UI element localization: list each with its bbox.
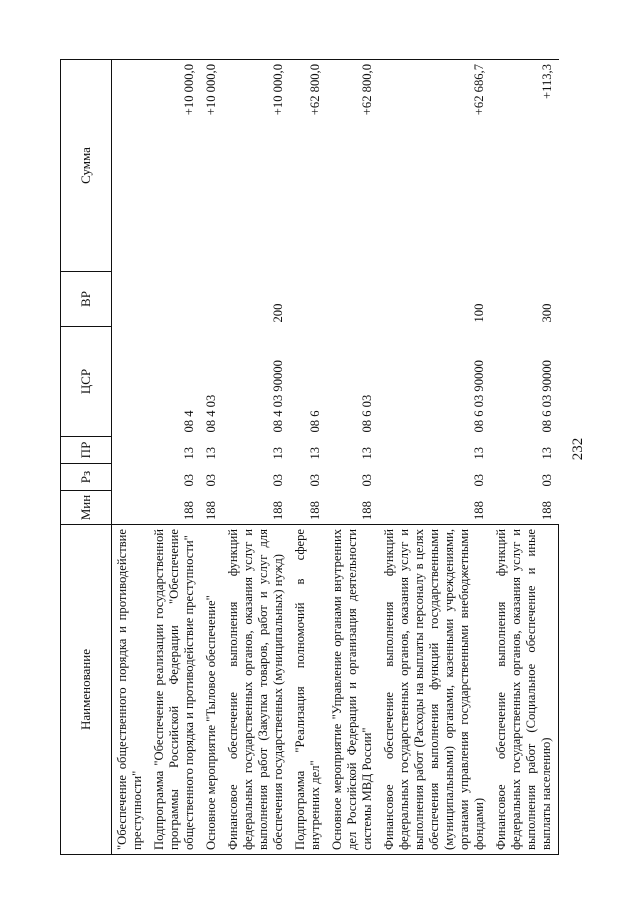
- row-name: Подпрограмма "Обеспечение реализации государственной программы Российской Федерации "Обеспечение общественного порядка и противодействие преступности": [149, 525, 201, 855]
- row-name: Финансовое обеспечение выполнения функций федеральных государственных органов, оказания услуг и выполнения работ (Социальное обеспечение и иные выплаты населению): [491, 525, 559, 855]
- budget-table: [60, 59, 559, 855]
- row-sum: +62 800,0: [290, 60, 327, 272]
- row-rz: 03: [539, 473, 554, 487]
- header-pr: ПР: [61, 437, 112, 464]
- row-csr: 08 4 03 90000: [271, 360, 285, 433]
- row-rz: 03: [182, 473, 196, 487]
- row-csr: 08 4 03: [204, 394, 218, 433]
- header-csr: ЦСР: [61, 327, 112, 437]
- row-name: Основное мероприятие "Управление органами внутренних дел Российской Федерации и организация деятельности системы МВД России": [327, 525, 379, 855]
- rotated-page-content: [60, 60, 554, 855]
- row-vr: [112, 272, 150, 327]
- row-sum: +10 000,0: [149, 60, 201, 272]
- row-min: 188: [308, 501, 322, 520]
- header-rz: Рз: [61, 464, 112, 491]
- row-sum: +10 000,0: [201, 60, 223, 272]
- row-vr: 200: [271, 303, 285, 323]
- row-sum: +62 800,0: [327, 60, 379, 272]
- row-vr: [290, 272, 327, 327]
- row-min: 188: [472, 501, 486, 520]
- table-row: [491, 60, 559, 855]
- row-name: Финансовое обеспечение выполнения функций федеральных государственных органов, оказания услуг и выполнения работ (Закупка товаров, работ и услуг для обеспечения государственных (муниципальных) нужд): [223, 525, 290, 855]
- row-sum: +62 686,7: [379, 60, 491, 272]
- row-pr: 13: [308, 446, 322, 460]
- table-row: [379, 60, 491, 855]
- table-header-row: [61, 60, 112, 855]
- row-rz: 03: [308, 473, 322, 487]
- row-pr: 13: [271, 446, 285, 460]
- table-row: [223, 60, 290, 855]
- row-pr: 13: [360, 446, 374, 460]
- table-row: [290, 60, 327, 855]
- row-csr: 08 6: [308, 410, 322, 433]
- row-pr: 13: [182, 446, 196, 460]
- row-pr: [112, 437, 150, 464]
- row-vr: [149, 272, 201, 327]
- row-vr: 300: [539, 303, 554, 323]
- row-sum: +10 000,0: [223, 60, 290, 272]
- row-csr: 08 6 03 90000: [472, 360, 486, 433]
- row-sum: +113,3: [491, 60, 559, 272]
- row-pr: 13: [204, 446, 218, 460]
- row-csr: [112, 327, 150, 437]
- row-rz: 03: [360, 473, 374, 487]
- row-vr: [327, 272, 379, 327]
- row-name: Финансовое обеспечение выполнения функций федеральных государственных органов, оказания услуг и выполнения работ (Расходы на выплаты персоналу в целях обеспечения выполнения функций государственными (муниципальными) органами, казенными учреждениями, органами управления государственными внебюджетными фондами): [379, 525, 491, 855]
- row-name: "Обеспечение общественного порядка и противодействие преступности": [112, 525, 150, 855]
- row-csr: 08 6 03 90000: [539, 360, 554, 433]
- row-rz: 03: [204, 473, 218, 487]
- row-min: 188: [204, 501, 218, 520]
- header-name: Наименование: [61, 525, 112, 855]
- row-rz: 03: [271, 473, 285, 487]
- table-row: [201, 60, 223, 855]
- page-number: 232: [570, 437, 586, 461]
- row-pr: 13: [539, 446, 554, 460]
- row-csr: 08 6 03: [360, 394, 374, 433]
- row-min: 188: [271, 501, 285, 520]
- row-pr: 13: [472, 446, 486, 460]
- row-rz: 03: [472, 473, 486, 487]
- header-vr: ВР: [61, 272, 112, 327]
- row-rz: [112, 464, 150, 491]
- row-vr: [201, 272, 223, 327]
- row-min: 188: [539, 501, 554, 520]
- row-min: 188: [360, 501, 374, 520]
- header-sum: Сумма: [61, 60, 112, 272]
- row-min: [112, 491, 150, 525]
- header-min: Мин: [61, 491, 112, 525]
- table-row: [112, 60, 150, 855]
- row-sum: [112, 60, 150, 272]
- table-row: [327, 60, 379, 855]
- table-row: [149, 60, 201, 855]
- row-vr: 100: [472, 303, 486, 323]
- row-name: Основное мероприятие "Тыловое обеспечение": [201, 525, 223, 855]
- row-name: Подпрограмма "Реализация полномочий в сфере внутренних дел": [290, 525, 327, 855]
- row-csr: 08 4: [182, 410, 196, 433]
- row-min: 188: [182, 501, 196, 520]
